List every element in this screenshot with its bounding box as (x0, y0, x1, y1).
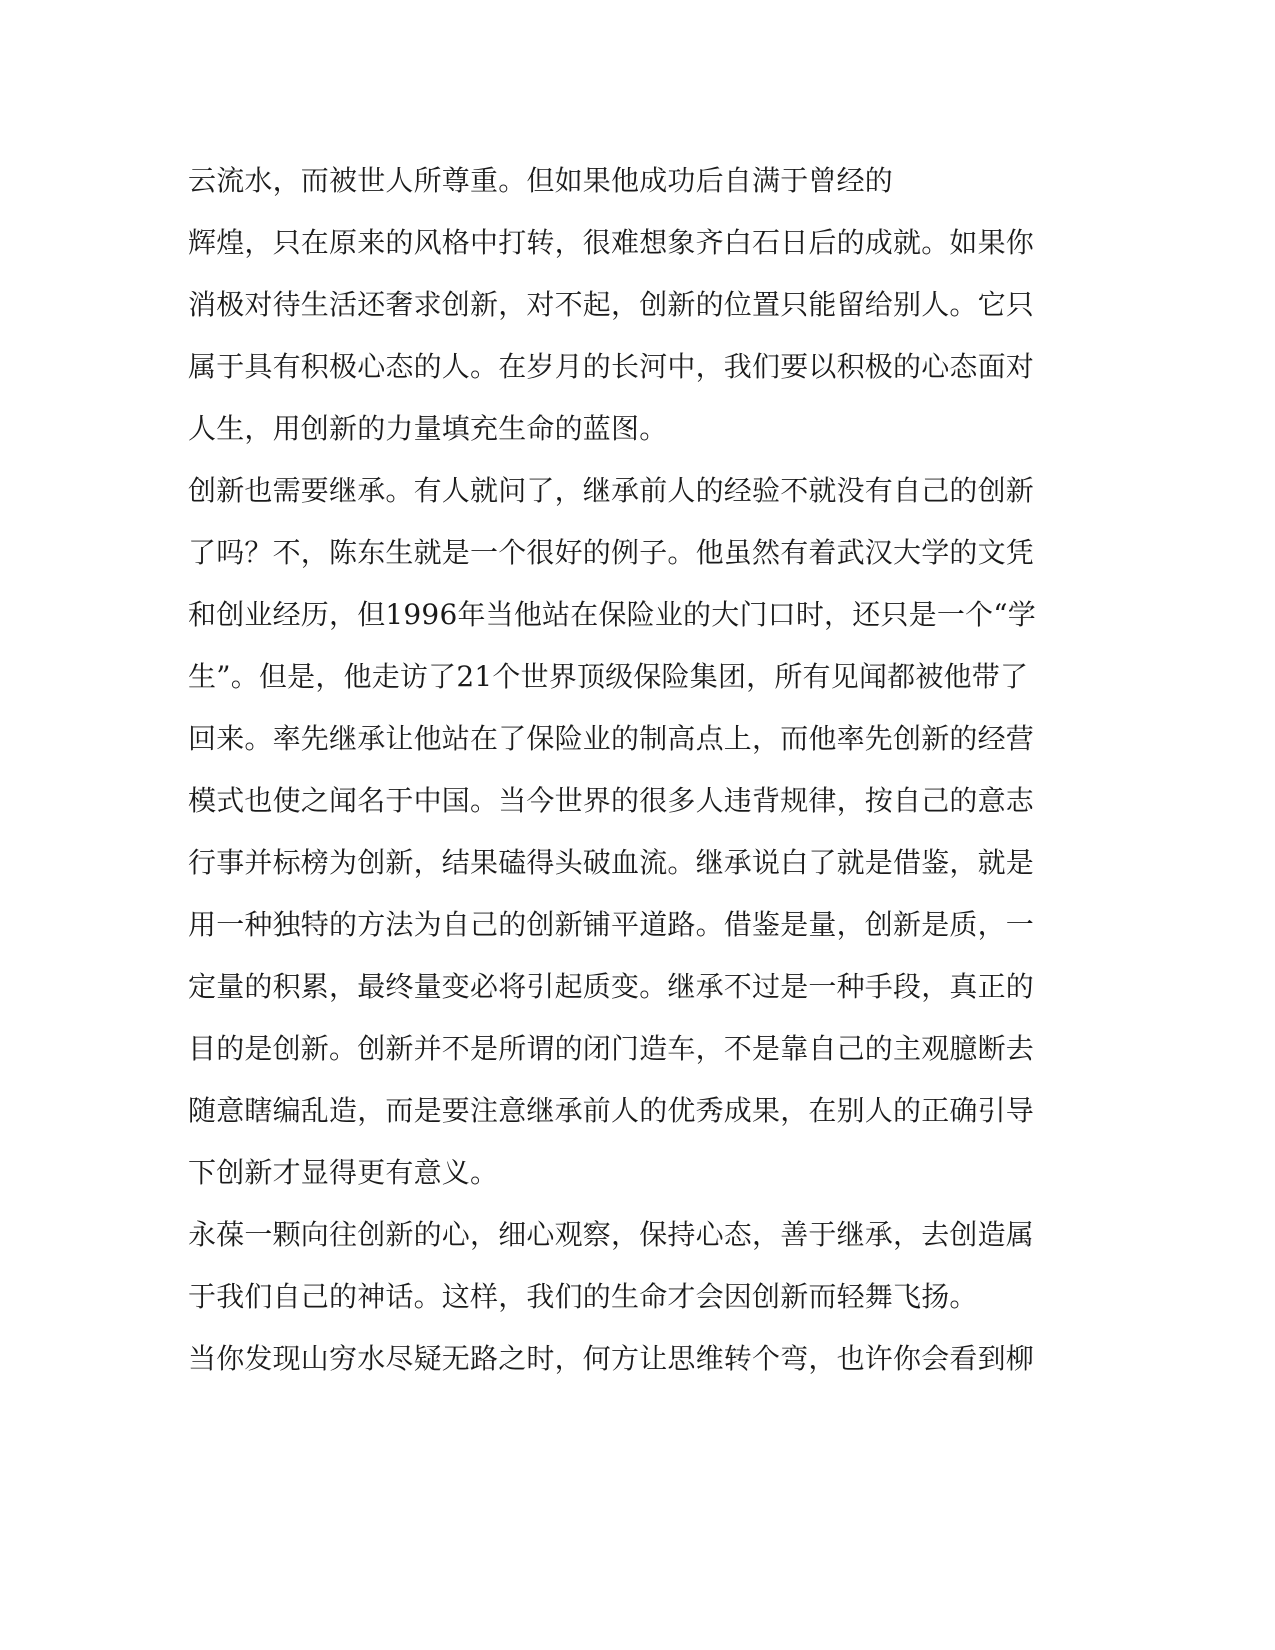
text-line: 人生，用创新的力量填充生命的蓝图。 (188, 412, 668, 445)
text-line: 回来。率先继承让他站在了保险业的制高点上，而他率先创新的经营 (188, 722, 1035, 755)
text-line: 辉煌，只在原来的风格中打转，很难想象齐白石日后的成就。如果你 (188, 226, 1035, 259)
text-line: 随意瞎编乱造，而是要注意继承前人的优秀成果，在别人的正确引导 (188, 1094, 1035, 1127)
text-line: 创新也需要继承。有人就问了，继承前人的经验不就没有自己的创新 (188, 474, 1035, 507)
text-line: 属于具有积极心态的人。在岁月的长河中，我们要以积极的心态面对 (188, 350, 1035, 383)
text-line: 下创新才显得更有意义。 (188, 1156, 499, 1189)
text-line: 目的是创新。创新并不是所谓的闭门造车，不是靠自己的主观臆断去 (188, 1032, 1035, 1065)
text-line: 消极对待生活还奢求创新，对不起，创新的位置只能留给别人。它只 (188, 288, 1035, 321)
text-line: 当你发现山穷水尽疑无路之时，何方让思维转个弯，也许你会看到柳 (188, 1342, 1035, 1375)
text-line: 行事并标榜为创新，结果磕得头破血流。继承说白了就是借鉴，就是 (188, 846, 1035, 879)
text-line: 和创业经历，但1996年当他站在保险业的大门口时，还只是一个“学 (188, 598, 1036, 631)
text-line: 模式也使之闻名于中国。当今世界的很多人违背规律，按自己的意志 (188, 784, 1035, 817)
text-line: 永葆一颗向往创新的心，细心观察，保持心态，善于继承，去创造属 (188, 1218, 1035, 1251)
text-line: 生”。但是，他走访了21个世界顶级保险集团，所有见闻都被他带了 (188, 660, 1029, 693)
text-line: 定量的积累，最终量变必将引起质变。继承不过是一种手段，真正的 (188, 970, 1035, 1003)
text-line: 于我们自己的神话。这样，我们的生命才会因创新而轻舞飞扬。 (188, 1280, 978, 1313)
text-line: 云流水，而被世人所尊重。但如果他成功后自满于曾经的 (188, 164, 894, 197)
text-line: 了吗？不，陈东生就是一个很好的例子。他虽然有着武汉大学的文凭 (188, 536, 1035, 569)
text-line: 用一种独特的方法为自己的创新铺平道路。借鉴是量，创新是质，一 (188, 908, 1035, 941)
